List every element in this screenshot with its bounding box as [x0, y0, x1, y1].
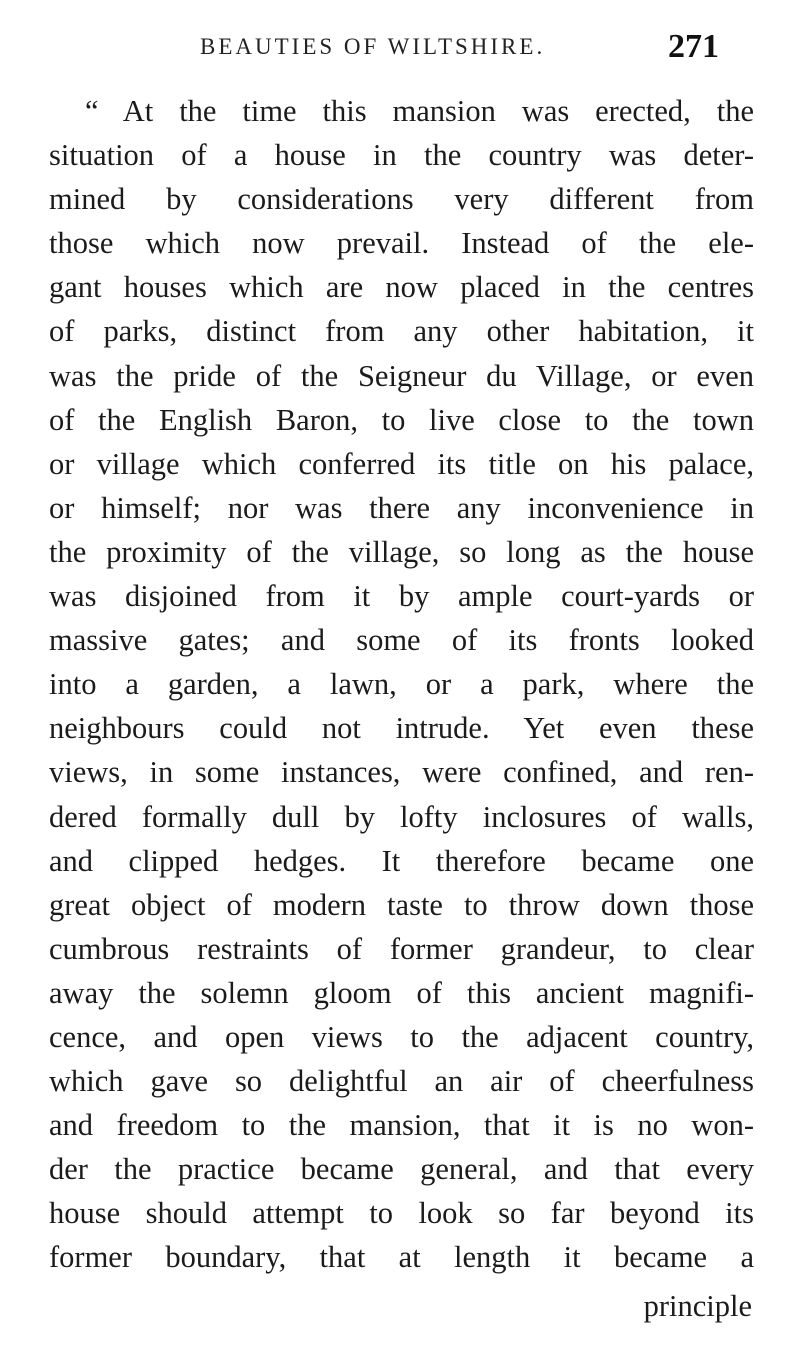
text-line: into a garden, a lawn, or a park, where the: [49, 667, 754, 702]
text-line: away the solemn gloom of this ancient magnifi-: [49, 975, 754, 1010]
text-line: or village which conferred its title on his palace,: [49, 446, 754, 481]
text-line: was disjoined from it by ample court-yards or: [49, 579, 754, 614]
text-line: the proximity of the village, so long as the house: [49, 534, 754, 569]
text-line: and clipped hedges. It therefore became one: [49, 843, 754, 878]
text-line: gant houses which are now placed in the centres: [49, 270, 754, 305]
text-line: former boundary, that at length it became a: [49, 1240, 754, 1275]
text-line: massive gates; and some of its fronts looked: [49, 623, 754, 658]
body-text: [49, 89, 754, 1280]
text-line: dered formally dull by lofty inclosures of walls,: [49, 799, 754, 834]
text-line: cence, and open views to the adjacent country,: [49, 1019, 754, 1054]
text-line: der the practice became general, and that every: [49, 1152, 754, 1187]
text-line: of parks, distinct from any other habitation, it: [49, 314, 754, 349]
text-line: of the English Baron, to live close to the town: [49, 402, 754, 437]
text-line: situation of a house in the country was deter-: [49, 138, 754, 173]
text-line: which gave so delightful an air of cheerfulness: [49, 1064, 754, 1099]
text-line: was the pride of the Seigneur du Village, or even: [49, 358, 754, 393]
page-number: 271: [668, 28, 719, 65]
text-line: views, in some instances, were confined, and ren-: [49, 755, 754, 790]
text-line: cumbrous restraints of former grandeur, to clear: [49, 931, 754, 966]
text-line: great object of modern taste to throw down those: [49, 887, 754, 922]
text-line: those which now prevail. Instead of the ele-: [49, 226, 754, 261]
text-line: mined by considerations very different from: [49, 182, 754, 217]
running-head: BEAUTIES OF WILTSHIRE.: [200, 34, 546, 59]
text-line: and freedom to the mansion, that it is no won-: [49, 1108, 754, 1143]
text-line: neighbours could not intrude. Yet even these: [49, 711, 754, 746]
text-line: “ At the time this mansion was erected, the: [85, 94, 754, 128]
text-line: house should attempt to look so far beyond its: [49, 1196, 754, 1231]
catchword: principle: [643, 1289, 752, 1323]
text-line: or himself; nor was there any inconvenience in: [49, 490, 754, 525]
